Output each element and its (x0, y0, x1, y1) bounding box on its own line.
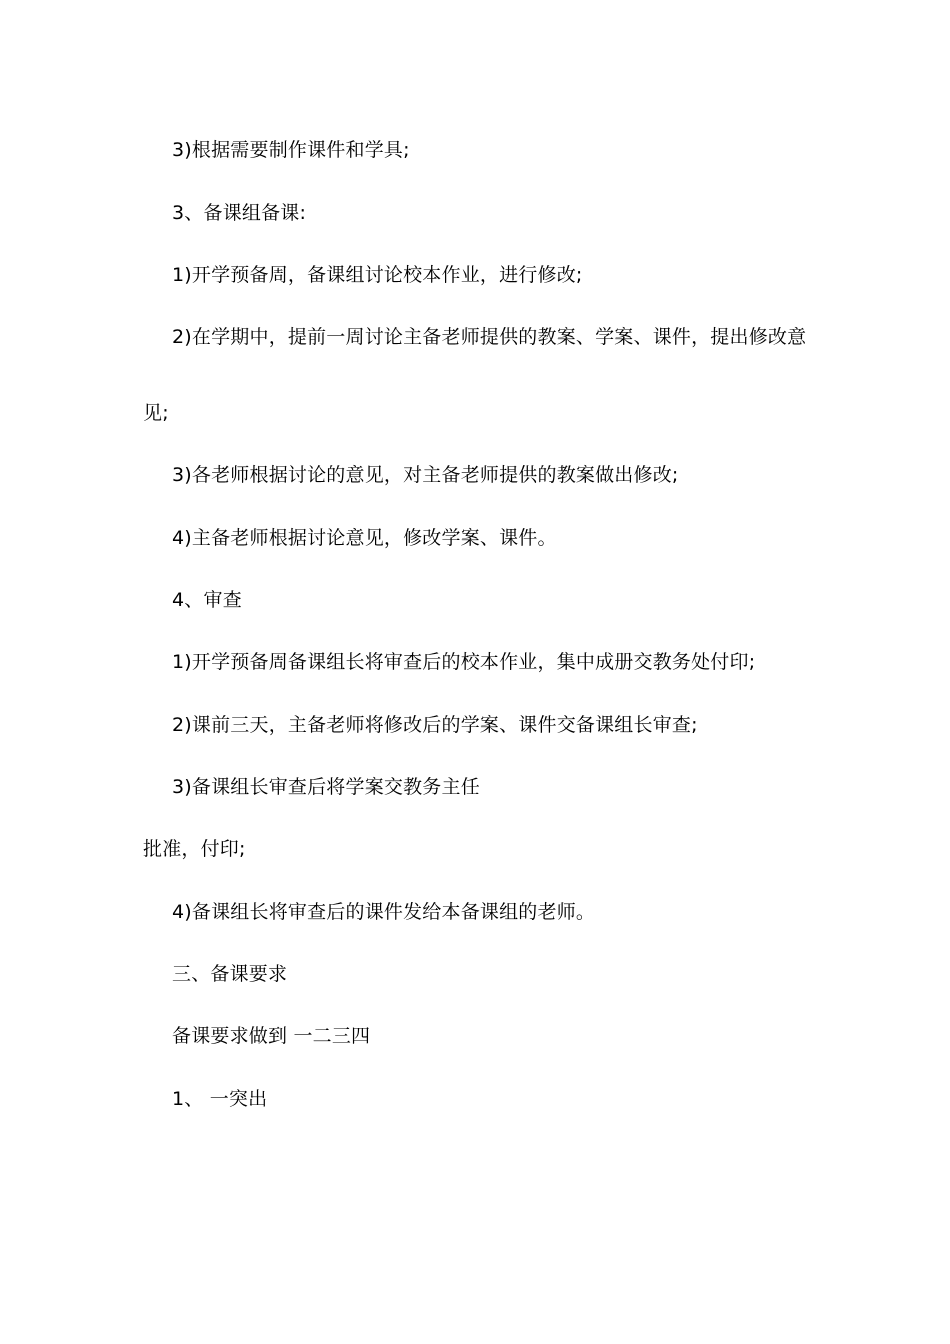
paragraph-line-continuation: 批准，付印; (143, 838, 246, 860)
section-heading: 3、备课组备课: (172, 202, 307, 224)
paragraph-line: 2)在学期中，提前一周讨论主备老师提供的教案、学案、课件，提出修改意 (172, 326, 807, 348)
list-item-heading: 1、 一突出 (172, 1088, 268, 1110)
paragraph-line: 2)课前三天，主备老师将修改后的学案、课件交备课组长审查; (172, 714, 698, 736)
paragraph-line: 3)根据需要制作课件和学具; (172, 139, 410, 161)
paragraph-line: 1)开学预备周，备课组讨论校本作业，进行修改; (172, 264, 583, 286)
section-heading: 4、审查 (172, 589, 242, 611)
paragraph-line: 1)开学预备周备课组长将审查后的校本作业，集中成册交教务处付印; (172, 651, 756, 673)
paragraph-line-continuation: 见; (143, 402, 169, 424)
section-heading: 三、备课要求 (172, 963, 288, 985)
paragraph-line: 3)各老师根据讨论的意见，对主备老师提供的教案做出修改; (172, 464, 679, 486)
paragraph-line: 4)主备老师根据讨论意见，修改学案、课件。 (172, 527, 557, 549)
paragraph-line: 备课要求做到 一二三四 (172, 1025, 371, 1047)
paragraph-line: 3)备课组长审查后将学案交教务主任 (172, 776, 480, 798)
paragraph-line: 4)备课组长将审查后的课件发给本备课组的老师。 (172, 901, 596, 923)
